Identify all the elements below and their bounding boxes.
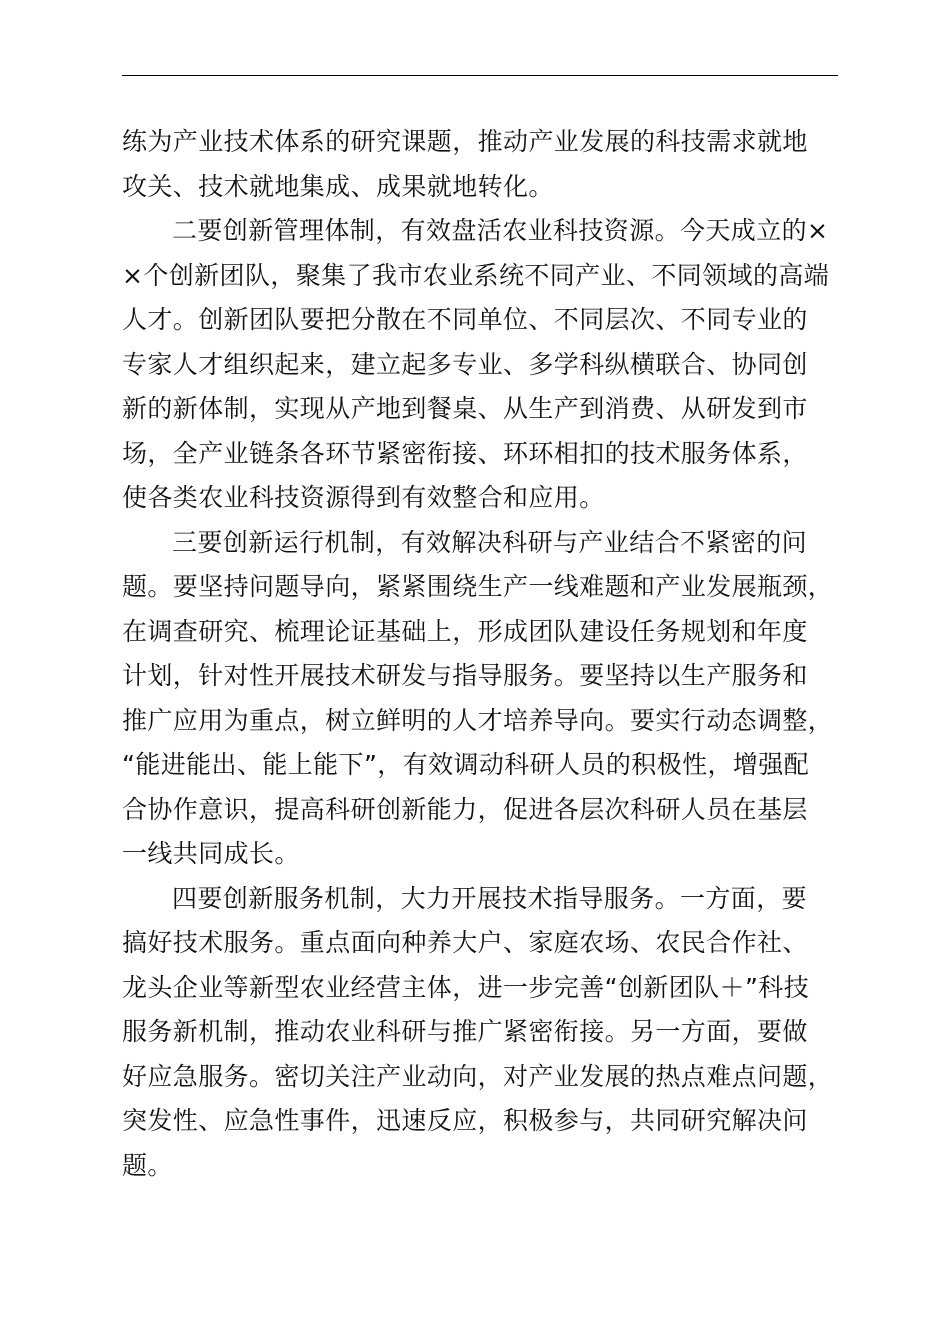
text-line: 场，全产业链条各环节紧密衔接、环环相扣的技术服务体系， — [122, 438, 808, 468]
text-line: 在调查研究、梳理论证基础上，形成团队建设任务规划和年度 — [122, 616, 808, 646]
document-body — [122, 120, 838, 1188]
paragraph-first-line: 三要创新运行机制，有效解决科研与产业结合不紧密的问 — [172, 527, 808, 557]
text-line: 服务新机制，推动农业科研与推广紧密衔接。另一方面，要做 — [122, 1017, 808, 1046]
paragraph-first-line: 二要创新管理体制，有效盘活农业科技资源。今天成立的× — [172, 216, 829, 245]
text-line: 龙头企业等新型农业经营主体，进一步完善“创新团队＋”科技 — [122, 972, 810, 1002]
text-line: 合协作意识，提高科研创新能力，促进各层次科研人员在基层 — [122, 794, 808, 824]
text-line: 好应急服务。密切关注产业动向，对产业发展的热点难点问题， — [122, 1061, 834, 1091]
header-rule — [122, 75, 838, 76]
text-line: 题。 — [122, 1150, 173, 1180]
text-line: 新的新体制，实现从产地到餐桌、从生产到消费、从研发到市 — [122, 394, 808, 423]
paragraph-first-line: 四要创新服务机制，大力开展技术指导服务。一方面，要 — [172, 883, 808, 913]
text-line: 攻关、技术就地集成、成果就地转化。 — [122, 171, 554, 201]
text-line: 人才。创新团队要把分散在不同单位、不同层次、不同专业的 — [122, 305, 808, 334]
text-line: 计划，针对性开展技术研发与指导服务。要坚持以生产服务和 — [122, 661, 808, 690]
text-line: 突发性、应急性事件，迅速反应，积极参与，共同研究解决问 — [122, 1106, 808, 1135]
text-line: 练为产业技术体系的研究课题，推动产业发展的科技需求就地 — [122, 127, 808, 156]
text-line: 推广应用为重点，树立鲜明的人才培养导向。要实行动态调整， — [122, 705, 834, 735]
text-line: 使各类农业科技资源得到有效整合和应用。 — [122, 483, 605, 512]
text-line: “能进能出、能上能下”，有效调动科研人员的积极性，增强配 — [122, 750, 810, 779]
text-line: 专家人才组织起来，建立起多专业、多学科纵横联合、协同创 — [122, 349, 808, 379]
text-line: 搞好技术服务。重点面向种养大户、家庭农场、农民合作社、 — [122, 928, 808, 957]
text-line: 题。要坚持问题导向，紧紧围绕生产一线难题和产业发展瓶颈， — [122, 572, 834, 601]
text-line: ×个创新团队，聚集了我市农业系统不同产业、不同领域的高端 — [122, 260, 830, 290]
text-line: 一线共同成长。 — [122, 839, 300, 868]
